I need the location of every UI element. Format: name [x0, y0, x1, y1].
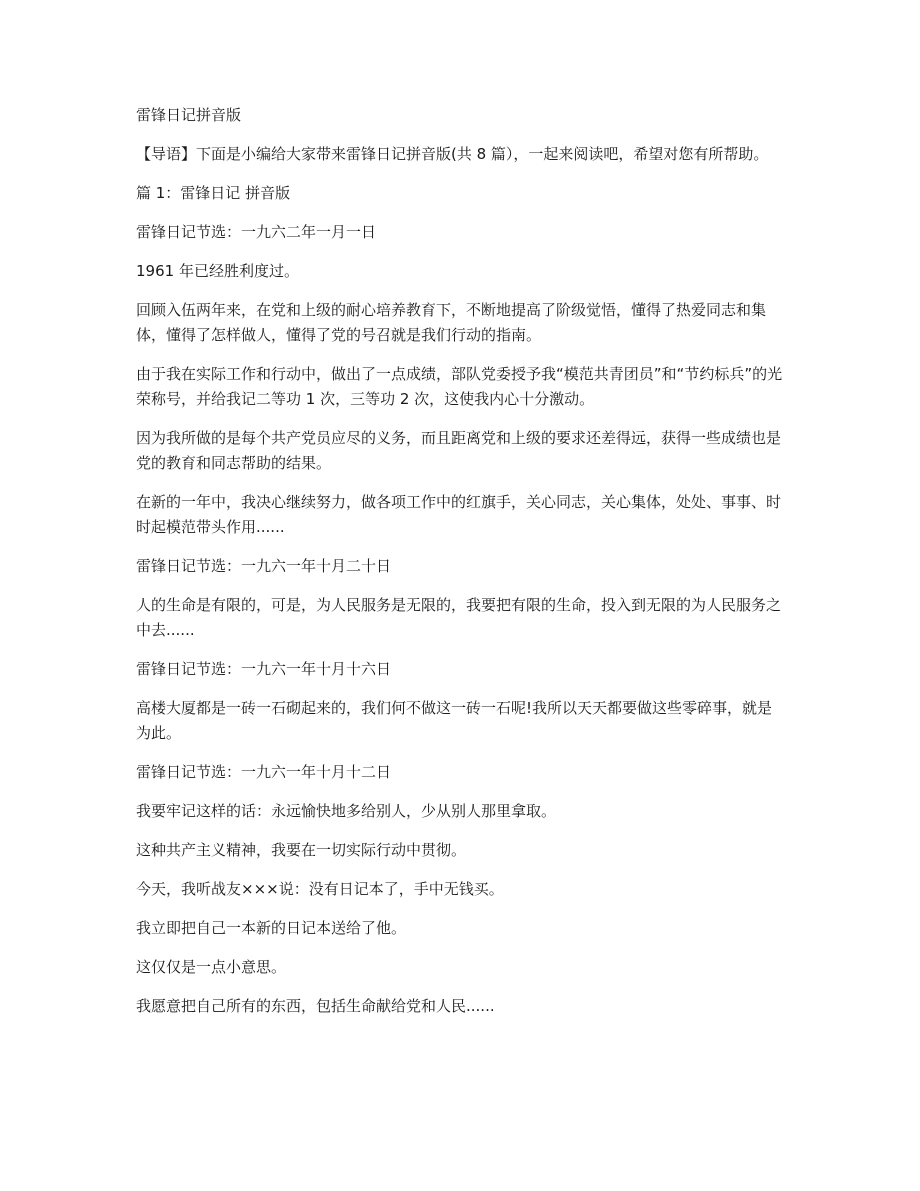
paragraph: 1961 年已经胜利度过。 — [136, 262, 299, 280]
paragraph: 这种共产主义精神，我要在一切实际行动中贯彻。 — [136, 841, 467, 859]
intro-paragraph: 【导语】下面是小编给大家带来雷锋日记拼音版(共 8 篇），一起来阅读吧，希望对您有所帮助。 — [136, 145, 769, 163]
paragraph: 在新的一年中，我决心继续努力，做各项工作中的红旗手，关心同志，关心集体，处处、事事、时时起模范带头作用...... — [136, 493, 782, 536]
paragraph: 回顾入伍两年来，在党和上级的耐心培养教育下，不断地提高了阶级觉悟，懂得了热爱同志和集体，懂得了怎样做人，懂得了党的号召就是我们行动的指南。 — [136, 301, 767, 344]
document-title: 雷锋日记拼音版 — [136, 106, 242, 124]
document-body — [136, 103, 786, 1033]
paragraph: 我立即把自己一本新的日记本送给了他。 — [136, 919, 407, 937]
paragraph: 由于我在实际工作和行动中，做出了一点成绩，部队党委授予我“模范共青团员”和“节约标兵”的光荣称号，并给我记二等功 1 次，三等功 2 次，这使我内心十分激动。 — [136, 365, 783, 408]
paragraph: 我要牢记这样的话：永远愉快地多给别人，少从别人那里拿取。 — [136, 802, 557, 820]
paragraph: 人的生命是有限的，可是，为人民服务是无限的，我要把有限的生命，投入到无限的为人民服务之中去...... — [136, 596, 782, 639]
diary-date-heading: 雷锋日记节选：一九六一年十月十六日 — [136, 660, 392, 678]
diary-date-heading: 雷锋日记节选：一九六二年一月一日 — [136, 223, 377, 241]
paragraph: 我愿意把自己所有的东西，包括生命献给党和人民...... — [136, 997, 495, 1015]
section-heading: 篇 1：雷锋日记 拼音版 — [136, 184, 291, 202]
diary-date-heading: 雷锋日记节选：一九六一年十月十二日 — [136, 763, 392, 781]
paragraph: 今天，我听战友×××说：没有日记本了，手中无钱买。 — [136, 880, 504, 898]
paragraph: 这仅仅是一点小意思。 — [136, 958, 287, 976]
paragraph: 高楼大厦都是一砖一石砌起来的，我们何不做这一砖一石呢!我所以天天都要做这些零碎事，就是为此。 — [136, 699, 773, 742]
paragraph: 因为我所做的是每个共产党员应尽的义务，而且距离党和上级的要求还差得远，获得一些成绩也是党的教育和同志帮助的结果。 — [136, 429, 782, 472]
diary-date-heading: 雷锋日记节选：一九六一年十月二十日 — [136, 557, 392, 575]
